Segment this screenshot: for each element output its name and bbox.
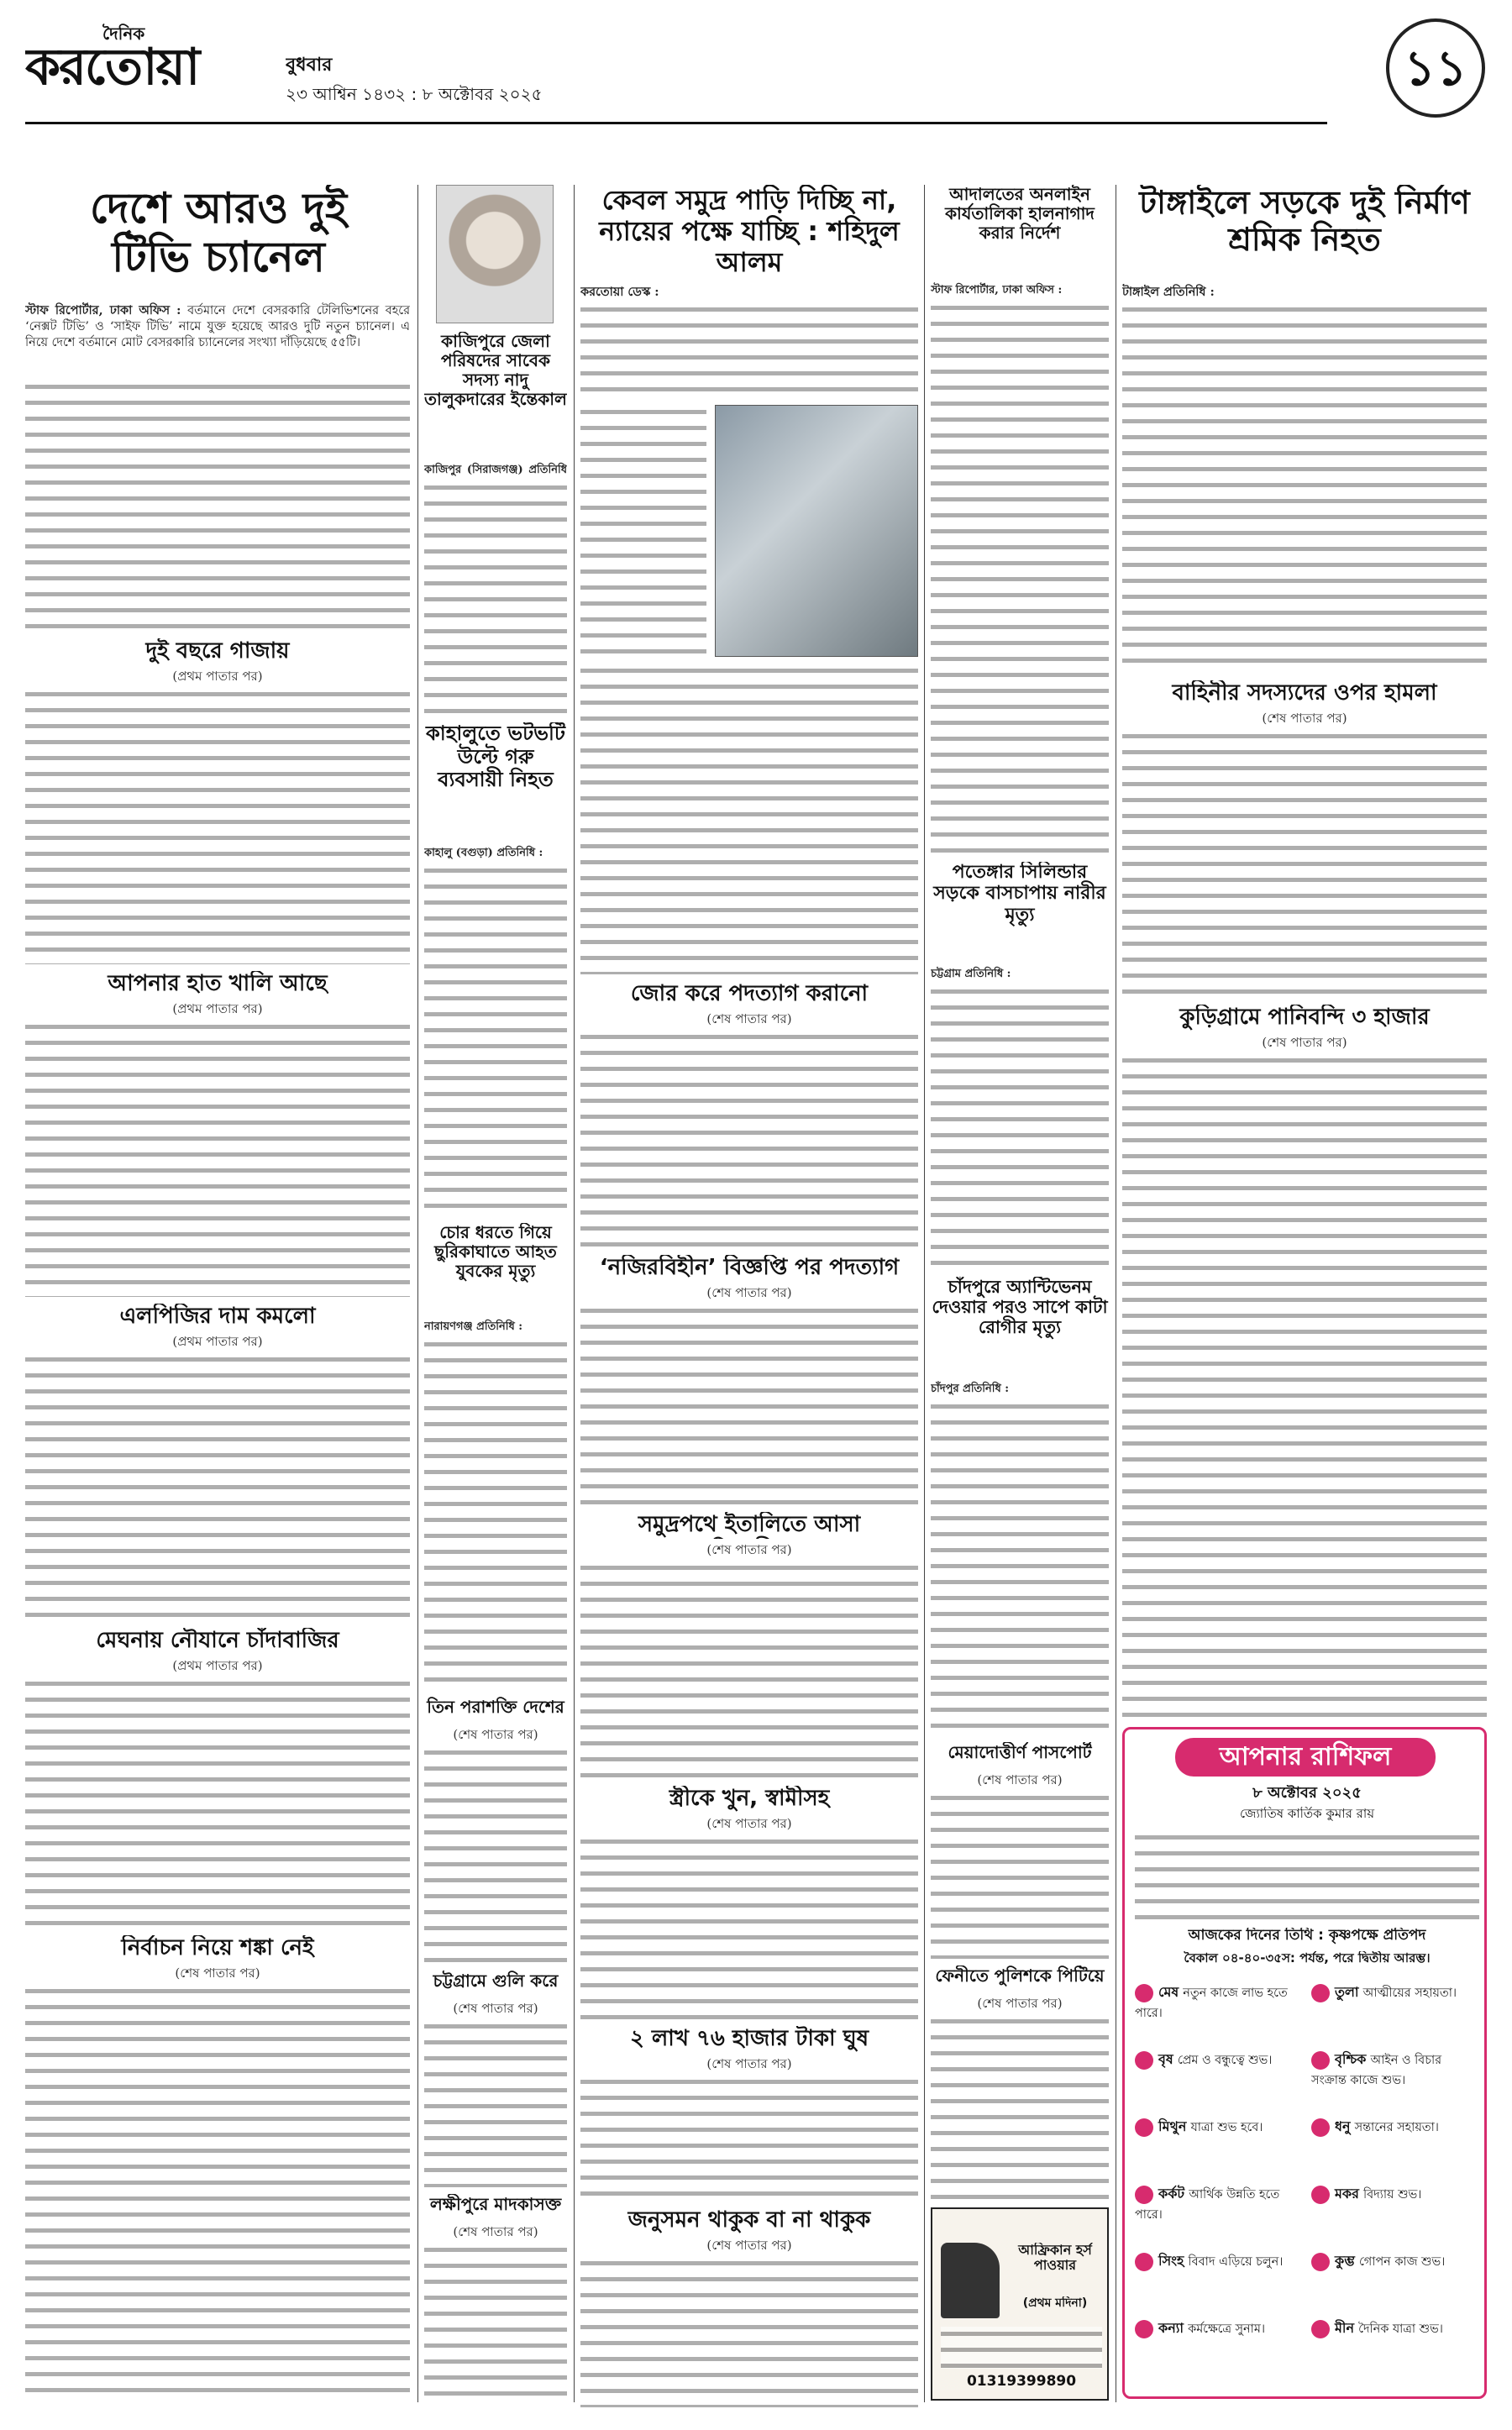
sign-name: ধনু: [1335, 2118, 1351, 2134]
article-text: [424, 2243, 567, 2402]
section-title[interactable]: তিন পরাশক্তি দেশের: [427, 1697, 564, 1717]
horoscope-author: জ্যোতিষ কার্তিক কুমার রায়: [1239, 1807, 1375, 1821]
shahidul-alam-photo: [715, 405, 918, 657]
section-title[interactable]: কুড়িগ্রামে পানিবন্দি ৩ হাজার: [1179, 1005, 1430, 1030]
article-text: [580, 1834, 918, 2019]
sign-item[interactable]: [1135, 1981, 1303, 2047]
column-1: [25, 185, 410, 2411]
ad-image: [941, 2243, 1000, 2318]
article-text: [1122, 729, 1487, 998]
libra-icon: [1311, 1984, 1330, 2002]
obituary-photo: [436, 185, 554, 323]
sign-text: গোপন কাজ শুভ।: [1358, 2255, 1446, 2269]
sign-text: সন্তানের সহায়তা।: [1354, 2121, 1439, 2134]
sign-name: বৃষ: [1158, 2051, 1173, 2067]
sign-text: আত্মীয়ের সহায়তা।: [1362, 1987, 1457, 2000]
article-text: [25, 1352, 410, 1621]
column-divider: [924, 185, 925, 2402]
continued-label: (শেষ পাতার পর): [706, 1816, 792, 1831]
article-text: [424, 863, 567, 1216]
sign-text: প্রেম ও বন্ধুত্বে শুভ।: [1177, 2054, 1273, 2067]
virgo-icon: [1135, 2320, 1153, 2338]
sign-name: মীন: [1335, 2320, 1355, 2336]
sign-item[interactable]: [1135, 2049, 1303, 2114]
ad-phone[interactable]: 01319399890: [966, 2374, 1077, 2390]
horoscope-intro-text: [1135, 1830, 1479, 1923]
byline: চাঁদপুর প্রতিনিধি :: [931, 1383, 1010, 1395]
sign-item[interactable]: [1311, 2116, 1479, 2181]
section-title[interactable]: এলপিজির দাম কমলো: [119, 1304, 316, 1329]
sign-name: মেষ: [1158, 1984, 1179, 2000]
sagittarius-icon: [1311, 2118, 1330, 2137]
article-text: [424, 2019, 567, 2187]
headline-obituary[interactable]: কাজিপুরে জেলা পরিষদের সাবেক সদস্য নাদু তালুকদারের ইন্তেকাল: [424, 332, 567, 409]
article-text: [580, 664, 918, 974]
sign-name: কর্কট: [1158, 2186, 1185, 2202]
ad-text: [941, 2327, 1102, 2369]
sign-text: বিদ্যায় শুভ।: [1362, 2188, 1422, 2202]
sign-name: মিথুন: [1158, 2118, 1187, 2134]
issue-day: বুধবার: [286, 55, 333, 76]
section-title[interactable]: স্ত্রীকে খুন, স্বামীসহ: [669, 1786, 830, 1811]
sign-text: কর্মক্ষেত্রে সুনাম।: [1188, 2322, 1265, 2336]
newspaper-logo[interactable]: করতোয়া: [25, 42, 199, 97]
article-text: [424, 1745, 567, 1964]
aries-icon: [1135, 1984, 1153, 2002]
aquarius-icon: [1311, 2253, 1330, 2271]
section-title[interactable]: চট্টগ্রামে গুলি করে: [433, 1971, 559, 1991]
sign-item[interactable]: [1135, 2183, 1303, 2249]
article-text: [580, 1030, 918, 1248]
continued-label: (শেষ পাতার পর): [706, 2238, 792, 2253]
sign-item[interactable]: [1311, 2049, 1479, 2114]
horoscope-box: [1122, 1727, 1487, 2399]
sign-text: যাত্রা শুভ হবে।: [1190, 2121, 1263, 2134]
lead-text: বর্তমানে দেশে বেসরকারি টেলিভিশনের বহরে ‘নেক্সট টিভি’ ও ‘সাইফ টিভি’ নামে যুক্ত হয়েছে আরও দুটি নতুন চ্যানেল। এ নিয়ে দেশে বর্তমানে মোট বেসরকারি চ্যানেলের সংখ্যা দাঁড়িয়েছে ৫৫টি।: [25, 304, 410, 349]
article-text: [931, 2014, 1109, 2199]
horoscope-date: ৮ অক্টোবর ২০২৫: [1252, 1785, 1362, 1802]
headline-tangail[interactable]: টাঙ্গাইলে সড়কে দুই নির্মাণ শ্রমিক নিহত: [1139, 185, 1470, 258]
column-3: [580, 185, 918, 2411]
headline-shahidul-alam[interactable]: কেবল সমুদ্র পাড়ি দিচ্ছি না, ন্যায়ের পক্ষে যাচ্ছি : শহিদুল আলম: [599, 185, 900, 277]
sign-item[interactable]: [1311, 2317, 1479, 2383]
column-4: [931, 185, 1109, 2411]
advertisement[interactable]: [931, 2207, 1109, 2401]
continued-label: (শেষ পাতার পর): [453, 2001, 538, 2016]
continued-label: (প্রথম পাতার পর): [172, 1001, 263, 1016]
sign-name: সিংহ: [1158, 2253, 1184, 2269]
byline: টাঙ্গাইল প্রতিনিধি :: [1122, 285, 1215, 299]
ad-subtitle: (প্রথম মদিনা): [1022, 2296, 1088, 2310]
continued-label: (শেষ পাতার পর): [706, 2056, 792, 2071]
page-number: ১১: [1386, 18, 1485, 118]
article-text: [424, 480, 567, 716]
tithi-line: আজকের দিনের তিথি : কৃষ্ণপক্ষে প্রতিপদ: [1188, 1928, 1426, 1944]
continued-label: (শেষ পাতার পর): [977, 1996, 1063, 2011]
byline: চট্টগ্রাম প্রতিনিধি :: [931, 968, 1011, 980]
sign-list-right: [1311, 1981, 1479, 2393]
section-title[interactable]: দুই বছরে গাজায়: [145, 638, 290, 664]
article-text: [580, 1561, 918, 1779]
sign-name: তুলা: [1335, 1984, 1359, 2000]
horoscope-title[interactable]: আপনার রাশিফল: [1175, 1738, 1436, 1777]
sign-text: বিবাদ এড়িয়ে চলুন।: [1188, 2255, 1284, 2269]
scorpio-icon: [1311, 2051, 1330, 2070]
section-title[interactable]: মেঘনায় নৌযানে চাঁদাবাজির: [96, 1628, 339, 1653]
sign-item[interactable]: [1135, 2250, 1303, 2316]
section-title[interactable]: বাহিনীর সদস্যদের ওপর হামলা: [1172, 680, 1437, 706]
article-text: [25, 1020, 410, 1297]
section-title[interactable]: জনুসমন থাকুক বা না থাকুক: [627, 2207, 871, 2233]
pisces-icon: [1311, 2320, 1330, 2338]
byline: নারায়ণগঞ্জ প্রতিনিধি :: [424, 1320, 523, 1333]
capricorn-icon: [1311, 2186, 1330, 2204]
article-text: [424, 1337, 567, 1690]
section-title[interactable]: নির্বাচন নিয়ে শঙ্কা নেই: [121, 1935, 314, 1960]
section-title[interactable]: ফেনীতে পুলিশকে পিটিয়ে: [935, 1966, 1105, 1986]
sign-text: আইন ও বিচার সংক্রান্ত কাজে শুভ।: [1311, 2054, 1442, 2087]
headline-narayanganj[interactable]: চোর ধরতে গিয়ে ছুরিকাঘাতে আহত যুবকের মৃত্যু: [434, 1223, 557, 1281]
section-title[interactable]: মেয়াদোত্তীর্ণ পাসপোর্ট: [948, 1742, 1092, 1762]
headline-kahalu[interactable]: কাহালুতে ভটভটি উল্টে গরু ব্যবসায়ী নিহত: [426, 722, 565, 792]
article-text: [1122, 302, 1487, 672]
byline: করতোয়া ডেস্ক :: [580, 285, 659, 299]
continued-label: (প্রথম পাতার পর): [172, 1658, 263, 1673]
headline-patenga[interactable]: পতেঙ্গার সিলিন্ডার সড়কে বাসচাপায় নারীর মৃত্যু: [933, 862, 1106, 926]
sign-item[interactable]: [1311, 1981, 1479, 2047]
sign-name: বৃশ্চিক: [1335, 2051, 1367, 2067]
ad-title: আফ্রিকান হর্স পাওয়ার: [1018, 2243, 1092, 2274]
headline-chandpur[interactable]: চাঁদপুরে অ্যান্টিভেনম দেওয়ার পরও সাপে কাটা রোগীর মৃত্যু: [932, 1277, 1108, 1338]
continued-label: (শেষ পাতার পর): [706, 1285, 792, 1300]
continued-label: (শেষ পাতার পর): [706, 1542, 792, 1557]
article-text: [931, 301, 1109, 855]
section-title[interactable]: আপনার হাত খালি আছে: [108, 971, 328, 996]
sign-text: আর্থিক উন্নতি হতে পারে।: [1135, 2188, 1280, 2222]
byline: স্টাফ রিপোর্টার, ঢাকা অফিস :: [931, 284, 1063, 297]
article-text: [931, 1399, 1109, 1735]
continued-label: (শেষ পাতার পর): [977, 1772, 1063, 1787]
column-divider: [574, 185, 575, 2402]
section-title[interactable]: ‘নজিরবিহীন’ বিজ্ঞপ্তি পর পদত্যাগ: [599, 1255, 900, 1280]
article-text: [580, 302, 918, 403]
column-2: [424, 185, 567, 2411]
sign-item[interactable]: [1311, 2183, 1479, 2249]
section-title[interactable]: লক্ষীপুরে মাদকাসক্ত: [429, 2194, 562, 2214]
continued-label: (শেষ পাতার পর): [175, 1966, 260, 1981]
gemini-icon: [1135, 2118, 1153, 2137]
article-text: [931, 1791, 1109, 1959]
article-text: [580, 2256, 918, 2407]
continued-label: (শেষ পাতার পর): [1262, 1035, 1347, 1050]
sign-item[interactable]: [1135, 2116, 1303, 2181]
sign-text: দৈনিক যাত্রা শুভ।: [1358, 2322, 1443, 2336]
sign-name: কুম্ভ: [1335, 2253, 1355, 2269]
byline: কাজিপুর (সিরাজগঞ্জ) প্রতিনিধি: [424, 464, 567, 476]
continued-label: (প্রথম পাতার পর): [172, 669, 263, 684]
masthead-divider: [25, 122, 1327, 124]
sign-name: মকর: [1335, 2186, 1359, 2202]
column-5: [1122, 185, 1487, 2411]
brand-small: দৈনিক: [102, 24, 145, 44]
article-text: [25, 1677, 410, 1929]
article-text: [931, 984, 1109, 1270]
byline: কাহালু (বগুড়া) প্রতিনিধি :: [424, 847, 543, 859]
article-text: [25, 687, 410, 964]
continued-label: (শেষ পাতার পর): [706, 1011, 792, 1026]
continued-label: (শেষ পাতার পর): [1262, 711, 1347, 726]
article-text: [25, 1984, 410, 2404]
continued-label: (শেষ পাতার পর): [453, 2224, 538, 2239]
sign-item[interactable]: [1135, 2317, 1303, 2383]
article-text: [580, 405, 706, 657]
continued-label: (প্রথম পাতার পর): [172, 1334, 263, 1349]
sign-item[interactable]: [1311, 2250, 1479, 2316]
article-text: [580, 1304, 918, 1505]
cancer-icon: [1135, 2186, 1153, 2204]
section-title[interactable]: ২ লাখ ৭৬ হাজার টাকা ঘুষ: [629, 2026, 869, 2051]
column-divider: [417, 185, 418, 2402]
headline-tv-channels[interactable]: দেশে আরও দুই টিভি চ্যানেল: [90, 185, 347, 281]
article-text: [25, 380, 410, 632]
section-title[interactable]: জোর করে পদত্যাগ করানো: [630, 981, 869, 1006]
byline: স্টাফ রিপোর্টার, ঢাকা অফিস :: [25, 303, 181, 318]
taurus-icon: [1135, 2051, 1153, 2070]
leo-icon: [1135, 2253, 1153, 2271]
article-text: [580, 2075, 918, 2201]
sign-text: নতুন কাজে লাভ হতে পারে।: [1135, 1987, 1288, 2020]
article-text: [1122, 1053, 1487, 1717]
issue-date: ২৩ আশ্বিন ১৪৩২ : ৮ অক্টোবর ২০২৫: [286, 84, 543, 104]
sign-name: কন্যা: [1158, 2320, 1184, 2336]
section-title[interactable]: সমুদ্রপথে ইতালিতে আসা: [638, 1512, 861, 1537]
tithi-time: বৈকাল ০৪-৪০-৩৫স: পর্যন্ত, পরে দ্বিতীয় আরম্ভ।: [1184, 1951, 1431, 1966]
continued-label: (শেষ পাতার পর): [453, 1727, 538, 1742]
sign-list-left: [1135, 1981, 1303, 2393]
headline-court-list[interactable]: আদালতের অনলাইন কার্যতালিকা হালনাগাদ করার নির্দেশ: [945, 185, 1095, 243]
lead-article: [25, 302, 410, 378]
